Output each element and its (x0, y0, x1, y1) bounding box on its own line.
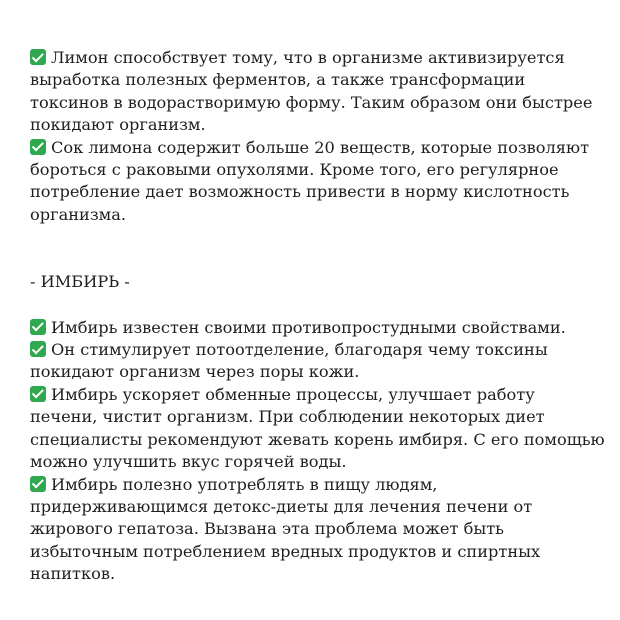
check-mark-icon (30, 139, 46, 155)
ginger-heading: - ИМБИРЬ - (30, 272, 130, 292)
lemon-point-2 (30, 137, 605, 227)
ginger-point-3-text: Имбирь ускоряет обменные процессы, улучшает работу печени, чистит организм. При соблюдении некоторых диет специалисты рекомендуют жевать корень имбиря. С его помощью можно улучшить вкус горячей воды. (30, 384, 605, 472)
ginger-point-1-text: Имбирь известен своими противопростудными свойствами. (51, 317, 566, 337)
check-mark-icon (30, 49, 46, 65)
check-mark-icon (30, 476, 46, 492)
ginger-point-3 (30, 384, 605, 474)
article-body (30, 47, 605, 586)
ginger-point-1 (30, 317, 605, 339)
spacer (30, 294, 605, 317)
ginger-point-2 (30, 339, 605, 384)
check-mark-icon (30, 341, 46, 357)
ginger-point-4-text: Имбирь полезно употреблять в пищу людям, придерживающимся детокс-диеты для лечения печени от жирового гепатоза. Вызвана эта проблема может быть избыточным потреблением вредных продуктов и спиртных напитков. (30, 474, 541, 584)
check-mark-icon (30, 319, 46, 335)
lemon-point-1-text: Лимон способствует тому, что в организме активизируется выработка полезных ферментов, а также трансформации токсинов в водорастворимую форму. Таким образом они быстрее покидают организм. (30, 48, 593, 135)
ginger-point-2-text: Он стимулирует потоотделение, благодаря чему токсины покидают организм через поры кожи. (30, 340, 548, 382)
lemon-point-2-text: Сок лимона содержит больше 20 веществ, которые позволяют бороться с раковыми опухолями. Кроме того, его регулярное потребление дает возможность привести в норму кислотность организма. (30, 137, 590, 224)
ginger-point-4 (30, 474, 605, 586)
check-mark-icon (30, 386, 46, 402)
lemon-point-1 (30, 47, 605, 137)
